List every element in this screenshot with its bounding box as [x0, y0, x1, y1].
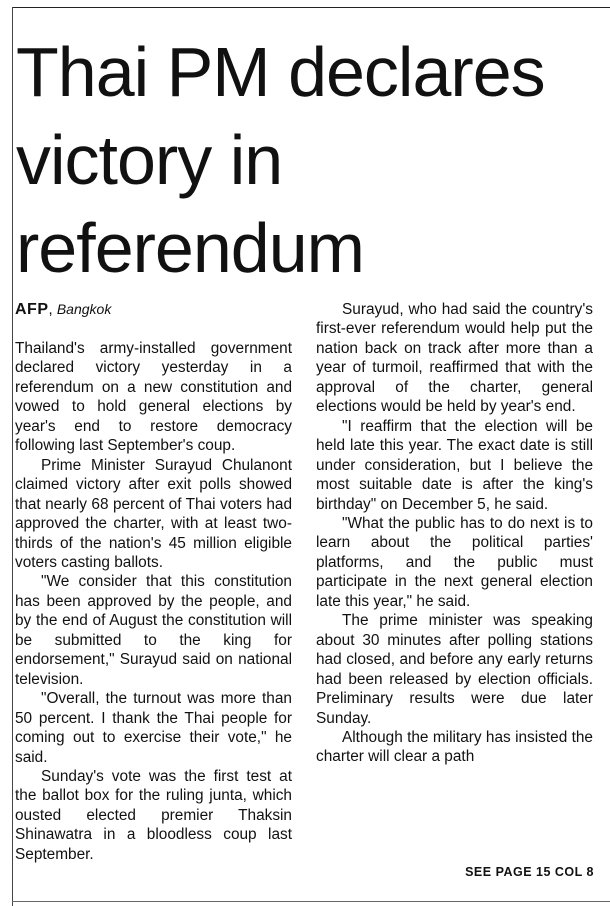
byline-location: Bangkok: [56, 301, 112, 317]
paragraph: Sunday's vote was the first test at the ballot box for the ruling junta, which ousted elected premier Thaksin Shinawatra in a bloodless coup last September.: [15, 767, 292, 863]
paragraph: "I reaffirm that the election will be held late this year. The exact date is still under consideration, but I believe the most suitable date is after the king's birthday" on December 5, he said.: [316, 417, 593, 513]
paragraph: "What the public has to do next is to learn about the political parties' platforms, and the public must participate in the next general election late this year," he said.: [316, 514, 593, 610]
bottom-rule: [12, 901, 610, 902]
paragraph: "We consider that this constitution has been approved by the people, and by the end of August the constitution will be submitted to the king for endorsement," Surayud said on national television.: [15, 573, 292, 688]
paragraph: Although the military has insisted the charter will clear a path: [316, 728, 593, 766]
paragraph: Prime Minister Surayud Chulanont claimed victory after exit polls showed that nearly 68 percent of Thai voters had approved the charter, with at least two-thirds of the nation's 45 million eligible voters casting ballots.: [15, 456, 292, 571]
article-column-right: [316, 300, 593, 767]
paragraph: Surayud, who had said the country's first-ever referendum would help put the nation back on track after more than a year of turmoil, reaffirmed that with the approval of the charter, general elections would be held by year's end.: [316, 301, 593, 416]
byline-agency: AFP: [15, 301, 49, 318]
byline: [15, 300, 292, 319]
continued-on-jump-line: SEE PAGE 15 COL 8: [465, 865, 594, 879]
paragraph: The prime minister was speaking about 30 minutes after polling stations had closed, and before any early returns had been released by election officials. Preliminary results were due later Sunday.: [316, 612, 593, 727]
left-rule: [12, 7, 13, 906]
headline: Thai PM declares victory in referendum: [16, 33, 545, 287]
paragraph: "Overall, the turnout was more than 50 percent. I thank the Thai people for coming out to exercise their vote," he said.: [15, 690, 292, 766]
byline-separator: ,: [48, 301, 57, 318]
paragraph: Thailand's army-installed government declared victory yesterday in a referendum on a new constitution and vowed to hold general elections by year's end to restore democracy following last September's coup.: [15, 340, 292, 455]
top-rule: [12, 7, 610, 8]
article-column-left: [15, 300, 292, 864]
